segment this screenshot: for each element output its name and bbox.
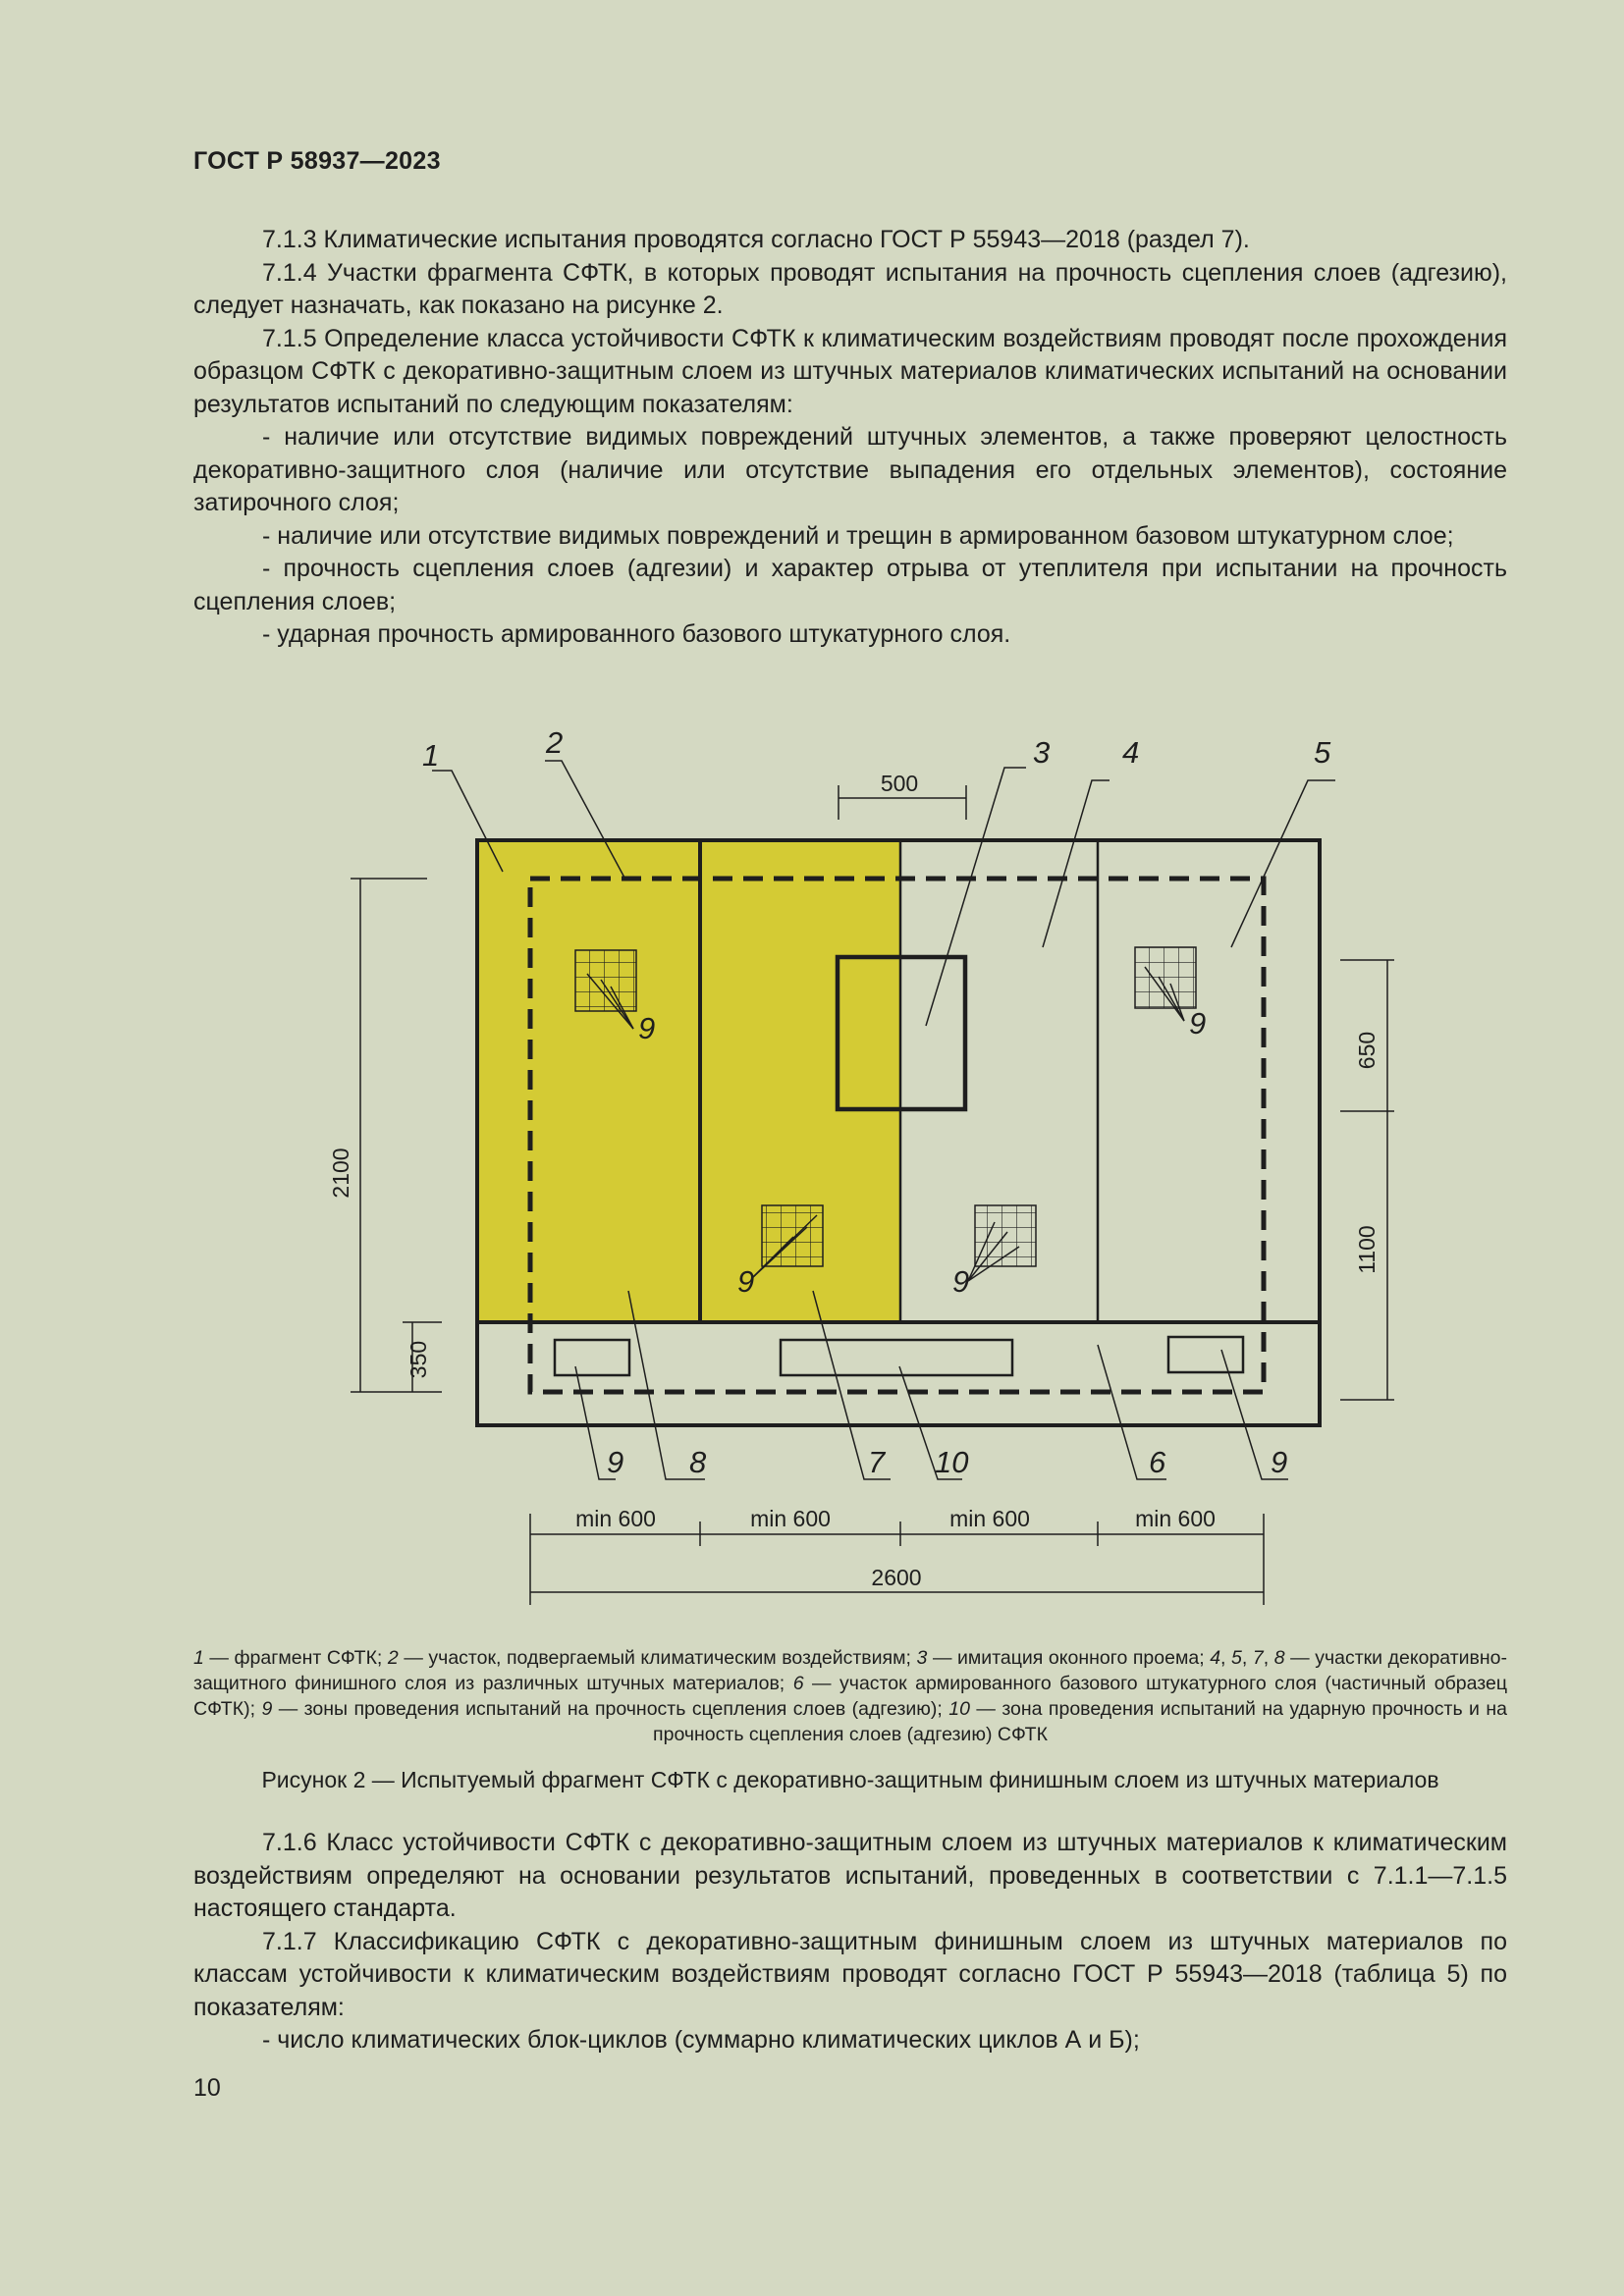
legend-text: — зоны проведения испытаний на прочность сцепления слоев (адгезию); [272,1698,949,1720]
legend-text: — участок, подвергаемый климатическим воздействиям; [398,1647,917,1669]
adhesion-test-grid [975,1205,1036,1266]
impact-test-zone [781,1340,1012,1375]
dim-650-label: 650 [1354,1031,1380,1070]
legend-number: 3 [916,1647,928,1669]
figure-svg [295,725,1380,1610]
adhesion-test-grid [575,950,636,1011]
legend-text: — участок армированного базового штукатурного слоя (частичный образец СФТК); [193,1673,1507,1720]
legend-number: 8 [1273,1647,1285,1669]
callout-7: 7 [868,1445,886,1479]
legend-number: 10 [948,1698,970,1720]
paragraph-7-1-4: 7.1.4 Участки фрагмента СФТК, в которых проводят испытания на прочность сцепления слоев (адгезию), следует назначать, как показано на рисунке 2. [193,258,1507,319]
decorative-area-8 [477,840,700,1322]
legend-number: 9 [261,1698,273,1720]
legend-text: — зона проведения испытаний на ударную прочность и на прочность сцепления слоев (адгезию) СФТК [653,1698,1507,1745]
list-item: - прочность сцепления слоев (адгезии) и характер отрыва от утеплителя при испытании на прочность сцепления слоев; [193,555,1507,615]
callout-9: 9 [1189,1006,1207,1041]
legend-text: — участки декоративно-защитного финишного слоя из различных штучных материалов; [193,1647,1507,1694]
paragraph-7-1-6: 7.1.6 Класс устойчивости СФТК с декоративно-защитным слоем из штучных материалов к климатическим воздействиям определяют на основании результатов испытаний, проведенных в соответствии с 7.1.1—7.1.5 настоящего стандарта. [193,1829,1507,1922]
dim-1100-label: 1100 [1354,1225,1380,1274]
dim-min600-label: min 600 [575,1506,656,1531]
adhesion-test-grid [1135,947,1196,1008]
dim-350-label: 350 [406,1340,431,1379]
callout-9: 9 [638,1011,656,1045]
dim-min600-label: min 600 [750,1506,831,1531]
dim-2600-label: 2600 [871,1565,922,1590]
paragraph-7-1-3: 7.1.3 Климатические испытания проводятся согласно ГОСТ Р 55943—2018 (раздел 7). [262,226,1250,253]
list-item: - наличие или отсутствие видимых повреждений и трещин в армированном базовом штукатурном слое; [262,521,1454,550]
paragraph-7-1-7: 7.1.7 Классификацию СФТК с декоративно-защитным финишным слоем из штучных материалов по классам устойчивости к климатическим воздействиям проводят согласно ГОСТ Р 55943—2018 (таблица 5) по показателям: [193,1927,1507,2021]
legend-number: 4 [1210,1647,1221,1669]
dim-2100-label: 2100 [328,1148,353,1199]
figure-caption: Рисунок 2 — Испытуемый фрагмент СФТК с декоративно-защитным финишным слоем из штучных материалов [261,1767,1439,1792]
dim-min600-label: min 600 [1135,1506,1216,1531]
callout-10: 10 [935,1445,969,1479]
callout-9: 9 [607,1445,624,1479]
legend-number: 1 [193,1647,204,1669]
legend-text: , [1241,1647,1253,1669]
legend-number: 2 [387,1647,399,1669]
callout-9: 9 [737,1264,755,1299]
legend-text: , [1263,1647,1274,1669]
dim-min600-label: min 600 [949,1506,1030,1531]
legend-text: , [1220,1647,1232,1669]
bottom-text-block [193,1827,1507,2057]
callout-8: 8 [689,1445,707,1479]
adhesion-test-zone [1168,1337,1243,1372]
callout-9: 9 [1271,1445,1288,1479]
legend-number: 5 [1231,1647,1242,1669]
callout-9: 9 [952,1264,970,1299]
callout-3: 3 [1033,735,1051,770]
list-item: - число климатических блок-циклов (суммарно климатических циклов А и Б); [262,2026,1140,2054]
adhesion-test-zone [555,1340,629,1375]
callout-5: 5 [1314,735,1331,770]
top-text-block [193,224,1507,652]
callout-4: 4 [1122,735,1140,770]
legend-number: 7 [1252,1647,1264,1669]
paragraph-7-1-5: 7.1.5 Определение класса устойчивости СФТК к климатическим воздействиям проводят после прохождения образцом СФТК с декоративно-защитным слоем из штучных материалов климатических испытаний на основании результатов испытаний по следующим показателям: [193,324,1507,418]
adhesion-test-grid [762,1205,823,1266]
legend-text: — фрагмент СФТК; [203,1647,388,1669]
document-header: ГОСТ Р 58937—2023 [193,147,441,175]
legend-number: 6 [792,1673,804,1694]
figure-legend [193,1645,1507,1747]
figure-2-diagram [295,725,1380,1610]
dim-500-label: 500 [880,771,919,796]
page-number: 10 [193,2074,221,2102]
legend-text: — имитация оконного проема; [927,1647,1211,1669]
list-item: - ударная прочность армированного базового штукатурного слоя. [262,620,1011,648]
callout-2: 2 [546,725,564,760]
callout-6: 6 [1149,1445,1166,1479]
callout-1: 1 [422,738,440,773]
list-item: - наличие или отсутствие видимых повреждений штучных элементов, а также проверяют целостность декоративно-защитного слоя (наличие или отсутствие выпадения его отдельных элементов), состояние затирочного слоя; [193,423,1507,516]
